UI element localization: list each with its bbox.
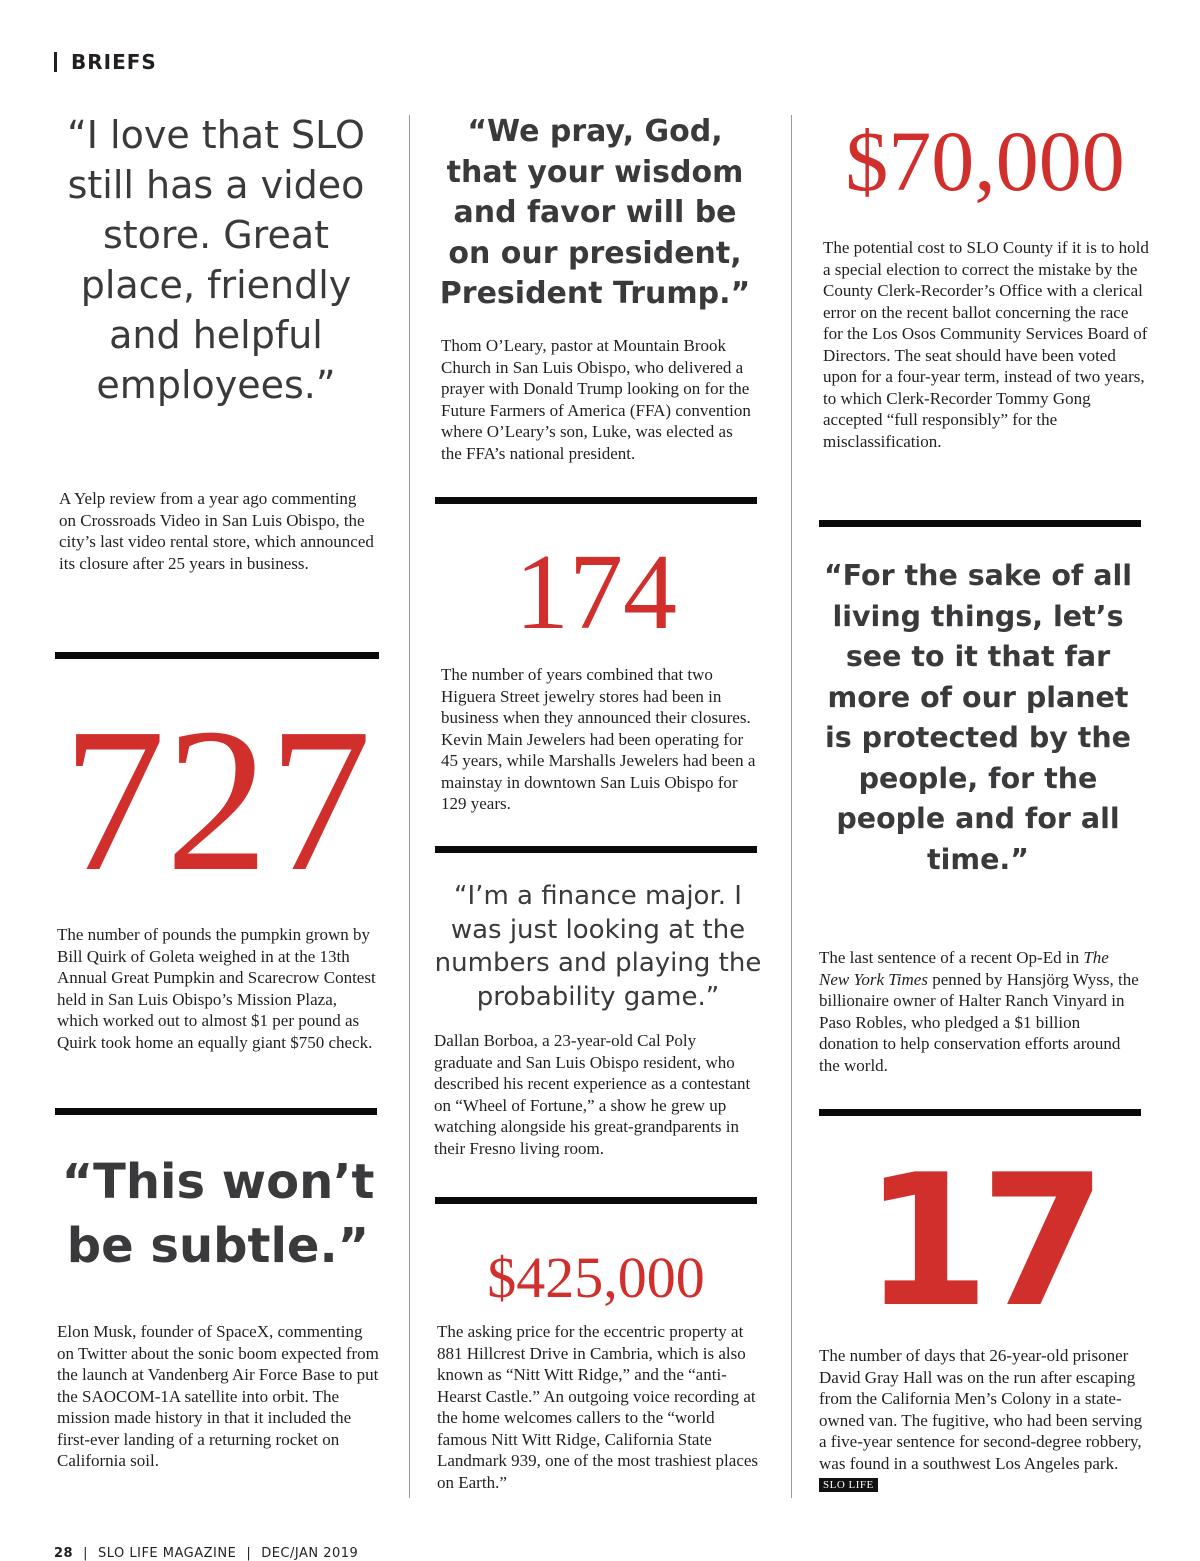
right-stat-fugitive: 17 — [863, 1135, 1097, 1347]
header-bar — [54, 52, 57, 72]
right-caption-fugitive: The number of days that 26-year-old prisoner David Gray Hall was on the run after escaping from the California Men’s Colony in a state-owned van. The fugitive, who had been serving a five-year sentence for second-degree robbery, was found in a southwest Los Angeles park. SLO LIFE — [819, 1346, 1143, 1491]
middle-quote-prayer: “We pray, God, that your wisdom and favor will be on our president, President Trump.” — [439, 114, 751, 311]
right-stat-election: $70,000 — [845, 113, 1125, 209]
column-divider-left — [409, 115, 410, 1498]
section-header — [54, 50, 157, 74]
section-rule — [435, 497, 757, 504]
left-quote-musk: “This won’t be subtle.” — [61, 1154, 375, 1274]
section-rule — [435, 1197, 757, 1204]
slo-life-endmark: SLO LIFE — [819, 1478, 878, 1492]
footer-separator: | — [246, 1546, 252, 1561]
middle-caption-property: The asking price for the eccentric property at 881 Hillcrest Drive in Cambria, which is also known as “Nitt Witt Ridge,” and the “anti-Hearst Castle.” An outgoing voice recording at the home welcomes callers to the “world famous Nitt Witt Ridge, California State Landmark 939, one of the most trashiest places on Earth.” — [437, 1322, 759, 1492]
section-rule — [819, 1109, 1141, 1116]
footer-separator: | — [83, 1546, 88, 1561]
publication-name: The New York Times — [819, 948, 1109, 989]
middle-caption-jewelers: The number of years combined that two Higuera Street jewelry stores had been in business when they announced their closures. Kevin Main Jewelers had been operating for 45 years, while Marshalls Jewelers had been a mainstay in downtown San Luis Obispo for 129 years. — [441, 665, 756, 813]
middle-stat-jewelers: 174 — [515, 533, 677, 652]
left-caption-video-store: A Yelp review from a year ago commenting on Crossroads Video in San Luis Obispo, the city’s last video rental store, which announced its closure after 25 years in business. — [59, 489, 374, 573]
section-rule — [819, 520, 1141, 527]
left-caption-pumpkin: The number of pounds the pumpkin grown by Bill Quirk of Goleta weighed in at the 13th Annual Great Pumpkin and Scarecrow Contest held in San Luis Obispo’s Mission Plaza, which worked out to almost $1 per pound as Quirk took home an equally giant $750 check. — [57, 925, 376, 1052]
section-rule — [55, 1108, 377, 1115]
left-stat-pumpkin: 727 — [62, 685, 372, 914]
section-rule — [55, 652, 379, 659]
section-title: BRIEFS — [71, 50, 157, 74]
right-quote-wyss: “For the sake of all living things, let’s see to it that far more of our planet is protected by the people, for the people and for all time.” — [823, 559, 1133, 876]
magazine-name: SLO LIFE MAGAZINE — [97, 1546, 237, 1561]
column-divider-right — [791, 115, 792, 1498]
page-number: 28 — [54, 1546, 74, 1561]
left-caption-musk: Elon Musk, founder of SpaceX, commenting on Twitter about the sonic boom expected from the launch at Vandenberg Air Force Base to put the SAOCOM-1A satellite into orbit. The mission made history in that it included the first-ever landing of a returning rocket on California soil. — [57, 1322, 379, 1470]
right-caption-wyss: The last sentence of a recent Op-Ed in The New York Times penned by Hansjörg Wyss, the billionaire owner of Halter Ranch Vinyard in Paso Robles, who pledged a $1 billion donation to help conservation efforts around the world. — [819, 948, 1139, 1075]
middle-caption-finance: Dallan Borboa, a 23-year-old Cal Poly graduate and San Luis Obispo resident, who described his recent experience as a contestant on “Wheel of Fortune,” a show he grew up watching alongside his great-grandparents in their Fresno living room. — [434, 1031, 751, 1158]
issue-date: DEC/JAN 2019 — [261, 1546, 359, 1561]
page-footer — [54, 1546, 358, 1561]
middle-quote-finance: “I’m a finance major. I was just looking at the numbers and playing the probability game.” — [434, 881, 762, 1012]
right-caption-election: The potential cost to SLO County if it is to hold a special election to correct the mistake by the County Clerk-Recorder’s Office with a clerical error on the recent ballot concerning the race for the Los Osos Community Services Board of Directors. The seat should have been voted upon for a four-year term, instead of two years, to which Clerk-Recorder Tommy Gong accepted “full responsibly” for the misclassification. — [823, 238, 1149, 451]
middle-caption-prayer: Thom O’Leary, pastor at Mountain Brook Church in San Luis Obispo, who delivered a prayer with Donald Trump looking on for the Future Farmers of America (FFA) convention where O’Leary’s son, Luke, was elected as the FFA’s national president. — [441, 336, 751, 463]
middle-stat-property: $425,000 — [487, 1245, 705, 1310]
section-rule — [435, 846, 757, 853]
left-quote-video-store: “I love that SLO still has a video store. Great place, friendly and helpful employees.” — [67, 113, 365, 407]
